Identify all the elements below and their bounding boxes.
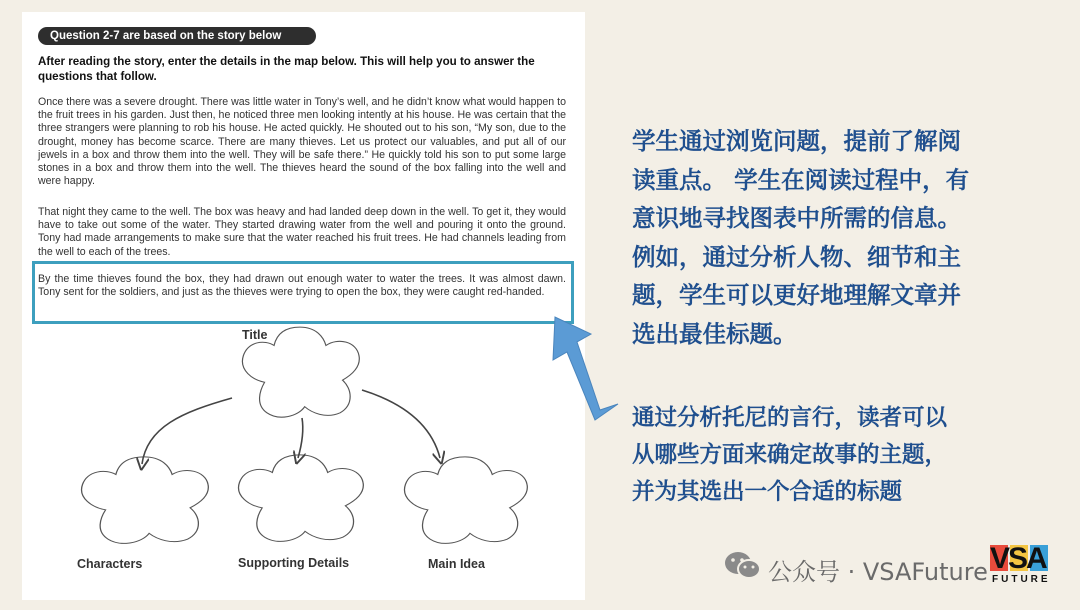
main-idea-bubble — [405, 457, 528, 543]
arrow-to-main-idea — [362, 390, 440, 458]
logo-sub-text: FUTURE — [992, 574, 1051, 585]
characters-bubble — [82, 457, 209, 543]
map-characters-label: Characters — [77, 557, 143, 571]
supporting-details-bubble — [239, 455, 364, 541]
map-main-idea-label: Main Idea — [428, 557, 485, 571]
story-map-diagram — [22, 12, 585, 600]
story-paragraph-2: That night they came to the well. The box was heavy and had landed deep down in the well. To get it, they would have to take out some of the water. They started drawing water from the well and pouring it onto the ground. Tony had made arrangements to make sure that the water reached his fruit trees. He had channels leading from the well to each of the trees. — [38, 206, 566, 258]
story-paragraph-3: By the time thieves found the box, they had drawn out enough water to water the trees. It was almost dawn. Tony sent for the soldiers, and just as the thieves were trying to open the box, they were caught red-handed. — [38, 273, 566, 299]
wechat-icon — [723, 550, 763, 582]
watermark-text: 公众号 · VSAFuture — [768, 558, 988, 586]
annotation-note-2: 通过分析托尼的言行，读者可以 从哪些方面来确定故事的主题， 并为其选出一个合适的标题 — [632, 405, 948, 505]
worksheet-page — [22, 12, 585, 600]
map-title-label: Title — [242, 328, 268, 342]
map-supporting-label: Supporting Details — [238, 556, 350, 570]
question-badge: Question 2-7 are based on the story below — [38, 27, 316, 45]
instruction-text: After reading the story, enter the details in the map below. This will help you to answer the questions that follow. — [38, 55, 535, 83]
story-paragraph-1: Once there was a severe drought. There was little water in Tony’s well, and he didn’t know what would happen to the fruit trees in his garden. Just then, he noticed three men looking intently at his house. He was certain that the three strangers were planning to rob his house. He acted quickly. He shouted out to his son, “My son, due to the drought, money has become scarce. There are many thieves. Let us protect our valuables, and put all of our jewels in a box and throw them into the well. They will be safe there.” He quickly told his son to put some large stones in a box and throw them into the well. The thieves heard the sound of the box falling into the well and were happy. — [38, 96, 566, 188]
arrow-to-supporting — [298, 418, 303, 458]
annotation-note-1: 学生通过浏览问题，提前了解阅 读重点。 学生在阅读过程中，有 意识地寻找图表中所需的信息。 例如，通过分析人物、细节和主 题，学生可以更好地理解文章并 选出最佳标题。 — [632, 127, 970, 348]
arrow-to-characters — [142, 398, 232, 464]
vsa-future-logo — [990, 541, 1062, 591]
logo-main-text: VSA — [990, 542, 1046, 575]
